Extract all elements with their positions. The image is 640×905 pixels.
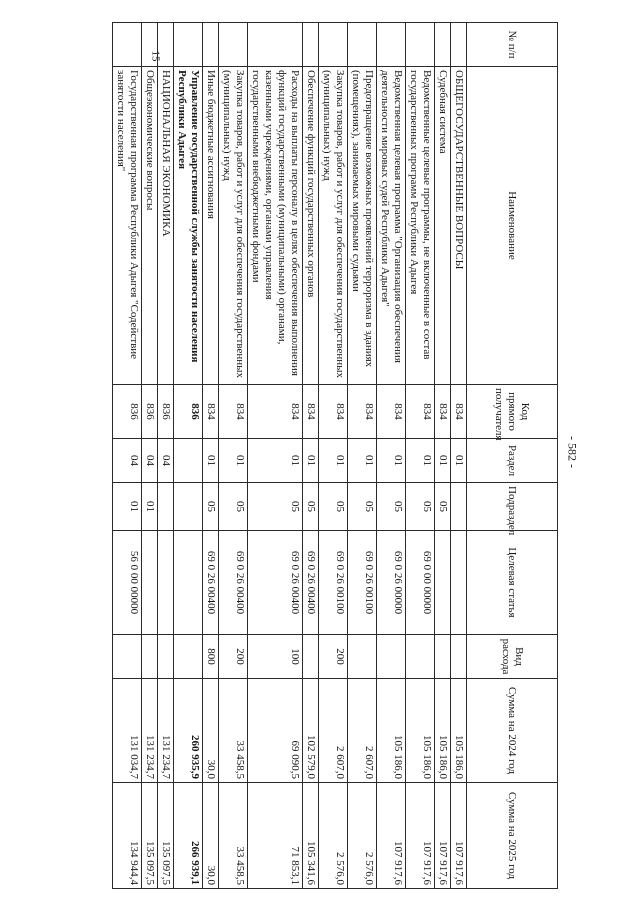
- table-row: [113, 23, 142, 889]
- table-row: [248, 23, 303, 889]
- cell-name: Управление государственной службы занятости населения Республики Адыгея: [174, 67, 203, 385]
- side-mark: 15: [149, 50, 162, 62]
- header-vid: Вид расхода: [467, 635, 558, 679]
- cell-num: [174, 23, 203, 67]
- cell-num: [451, 23, 467, 67]
- cell-razdel: 01: [303, 439, 319, 483]
- cell-target: 69 0 26 00400: [303, 531, 319, 635]
- cell-name: Ведомственные целевые программы, не включенные в состав государственных программ Республики Адыгея: [406, 67, 435, 385]
- cell-code: 834: [303, 385, 319, 439]
- cell-code: 834: [377, 385, 406, 439]
- cell-sum2025: 135 097,5: [142, 783, 158, 889]
- cell-name: Расходы на выплаты персоналу в целях обеспечения выполнения функций государственными (муниципальными) органами, казенными учреждениями, органами управления государственными внебюджетными фондами: [248, 67, 303, 385]
- table-row: [219, 23, 248, 889]
- cell-sum2025: 105 341,6: [303, 783, 319, 889]
- cell-sum2024: 105 186,0: [406, 679, 435, 783]
- cell-name: Предотвращение возможных проявлений терроризма в зданиях (помещениях), занимаемых мировыми судьями: [348, 67, 377, 385]
- budget-table: [112, 22, 558, 889]
- cell-code: 834: [406, 385, 435, 439]
- table-row: [377, 23, 406, 889]
- cell-code: 836: [158, 385, 174, 439]
- cell-razdel: 04: [158, 439, 174, 483]
- cell-name: Государственная программа Республики Адыгея "Содействие занятости населения": [113, 67, 142, 385]
- cell-sum2024: 2 607,0: [319, 679, 348, 783]
- cell-sum2024: 33 458,5: [219, 679, 248, 783]
- cell-target: 69 0 26 00400: [219, 531, 248, 635]
- budget-table-container: [38, 22, 558, 888]
- cell-podrazdel: 05: [348, 483, 377, 531]
- header-sum-2025: Сумма на 2025 год: [467, 783, 558, 889]
- cell-vid: [142, 635, 158, 679]
- cell-name: Общеэкономические вопросы: [142, 67, 158, 385]
- cell-code: 834: [348, 385, 377, 439]
- cell-code: 834: [219, 385, 248, 439]
- cell-podrazdel: 05: [219, 483, 248, 531]
- cell-razdel: [174, 439, 203, 483]
- cell-podrazdel: 01: [142, 483, 158, 531]
- cell-razdel: 04: [142, 439, 158, 483]
- cell-name: Закупка товаров, работ и услуг для обеспечения государственных (муниципальных) нужд: [219, 67, 248, 385]
- cell-name: ОБЩЕГОСУДАРСТВЕННЫЕ ВОПРОСЫ: [451, 67, 467, 385]
- cell-sum2025: 107 917,6: [377, 783, 406, 889]
- cell-razdel: 01: [219, 439, 248, 483]
- header-razdel: Раздел: [467, 439, 558, 483]
- cell-sum2024: 105 186,0: [435, 679, 451, 783]
- cell-code: 836: [142, 385, 158, 439]
- cell-name: Судебная система: [435, 67, 451, 385]
- table-row: [406, 23, 435, 889]
- cell-podrazdel: [158, 483, 174, 531]
- header-target: Целевая статья: [467, 531, 558, 635]
- cell-podrazdel: 05: [377, 483, 406, 531]
- cell-code: 834: [451, 385, 467, 439]
- cell-sum2024: 105 186,0: [451, 679, 467, 783]
- cell-razdel: 01: [406, 439, 435, 483]
- cell-num: [248, 23, 303, 67]
- cell-num: [348, 23, 377, 67]
- cell-podrazdel: 05: [319, 483, 348, 531]
- cell-target: 69 0 00 00000: [406, 531, 435, 635]
- table-row: [174, 23, 203, 889]
- header-row: [467, 23, 558, 889]
- cell-code: 836: [113, 385, 142, 439]
- cell-name: НАЦИОНАЛЬНАЯ ЭКОНОМИКА: [158, 67, 174, 385]
- cell-vid: [348, 635, 377, 679]
- cell-razdel: 01: [319, 439, 348, 483]
- cell-num: [203, 23, 219, 67]
- cell-sum2025: 2 576,0: [348, 783, 377, 889]
- cell-podrazdel: [451, 483, 467, 531]
- cell-name: Иные бюджетные ассигнования: [203, 67, 219, 385]
- cell-sum2024: 131 234,7: [142, 679, 158, 783]
- cell-sum2025: 107 917,6: [406, 783, 435, 889]
- cell-vid: [303, 635, 319, 679]
- cell-num: [303, 23, 319, 67]
- cell-code: 834: [435, 385, 451, 439]
- cell-target: [174, 531, 203, 635]
- table-row: [435, 23, 451, 889]
- cell-sum2024: 30,0: [203, 679, 219, 783]
- cell-target: 69 0 26 00400: [203, 531, 219, 635]
- cell-num: [219, 23, 248, 67]
- cell-target: [451, 531, 467, 635]
- cell-podrazdel: 01: [113, 483, 142, 531]
- cell-num: [377, 23, 406, 67]
- table-row: [158, 23, 174, 889]
- cell-podrazdel: 05: [303, 483, 319, 531]
- cell-podrazdel: 05: [248, 483, 303, 531]
- cell-vid: [113, 635, 142, 679]
- cell-podrazdel: 05: [406, 483, 435, 531]
- cell-target: [158, 531, 174, 635]
- header-podrazdel: Подраздел: [467, 483, 558, 531]
- cell-sum2025: 135 097,5: [158, 783, 174, 889]
- table-row: [142, 23, 158, 889]
- cell-podrazdel: 05: [203, 483, 219, 531]
- cell-sum2025: 30,0: [203, 783, 219, 889]
- cell-vid: [406, 635, 435, 679]
- cell-name: Ведомственная целевая программа "Организация обеспечения деятельности мировых судей Республики Адыгея": [377, 67, 406, 385]
- cell-target: [142, 531, 158, 635]
- header-name: Наименование: [467, 67, 558, 385]
- cell-code: 836: [174, 385, 203, 439]
- table-row: [348, 23, 377, 889]
- cell-razdel: 01: [248, 439, 303, 483]
- cell-sum2024: 260 935,9: [174, 679, 203, 783]
- cell-target: [435, 531, 451, 635]
- page-number: - 582 -: [565, 436, 580, 468]
- cell-sum2024: 102 579,0: [303, 679, 319, 783]
- cell-target: 56 0 00 00000: [113, 531, 142, 635]
- cell-num: [158, 23, 174, 67]
- cell-sum2025: 107 917,6: [451, 783, 467, 889]
- cell-vid: 200: [219, 635, 248, 679]
- cell-sum2025: 2 576,0: [319, 783, 348, 889]
- cell-code: 834: [319, 385, 348, 439]
- cell-sum2024: 131 234,7: [158, 679, 174, 783]
- cell-vid: 200: [319, 635, 348, 679]
- cell-target: 69 0 26 00000: [377, 531, 406, 635]
- cell-razdel: 01: [451, 439, 467, 483]
- cell-vid: 800: [203, 635, 219, 679]
- cell-vid: [174, 635, 203, 679]
- table-row: [319, 23, 348, 889]
- cell-num: [142, 23, 158, 67]
- cell-name: Закупка товаров, работ и услуг для обеспечения государственных (муниципальных) нужд: [319, 67, 348, 385]
- table-row: [203, 23, 219, 889]
- cell-num: [319, 23, 348, 67]
- header-num: № п/п: [467, 23, 558, 67]
- cell-num: [113, 23, 142, 67]
- cell-code: 834: [248, 385, 303, 439]
- cell-num: [406, 23, 435, 67]
- cell-razdel: 01: [435, 439, 451, 483]
- cell-name: Обеспечение функций государственных органов: [303, 67, 319, 385]
- cell-razdel: 01: [348, 439, 377, 483]
- cell-sum2025: 33 458,5: [219, 783, 248, 889]
- cell-sum2024: 105 186,0: [377, 679, 406, 783]
- cell-target: 69 0 26 00100: [319, 531, 348, 635]
- table-row: [303, 23, 319, 889]
- cell-vid: 100: [248, 635, 303, 679]
- cell-razdel: 01: [377, 439, 406, 483]
- cell-sum2025: 134 944,4: [113, 783, 142, 889]
- cell-target: 69 0 26 00400: [248, 531, 303, 635]
- cell-code: 834: [203, 385, 219, 439]
- cell-sum2024: 131 034,7: [113, 679, 142, 783]
- table-body: [113, 23, 467, 889]
- cell-sum2024: 69 090,5: [248, 679, 303, 783]
- cell-num: [435, 23, 451, 67]
- cell-vid: [158, 635, 174, 679]
- cell-vid: [435, 635, 451, 679]
- cell-sum2025: 266 939,1: [174, 783, 203, 889]
- header-sum-2024: Сумма на 2024 год: [467, 679, 558, 783]
- cell-podrazdel: [174, 483, 203, 531]
- cell-target: 69 0 26 00100: [348, 531, 377, 635]
- cell-sum2025: 107 917,6: [435, 783, 451, 889]
- cell-vid: [377, 635, 406, 679]
- header-code: Код прямого получателя: [467, 385, 558, 439]
- cell-podrazdel: 05: [435, 483, 451, 531]
- table-row: [451, 23, 467, 889]
- cell-razdel: 04: [113, 439, 142, 483]
- cell-sum2024: 2 607,0: [348, 679, 377, 783]
- cell-sum2025: 71 853,1: [248, 783, 303, 889]
- cell-vid: [451, 635, 467, 679]
- cell-razdel: 01: [203, 439, 219, 483]
